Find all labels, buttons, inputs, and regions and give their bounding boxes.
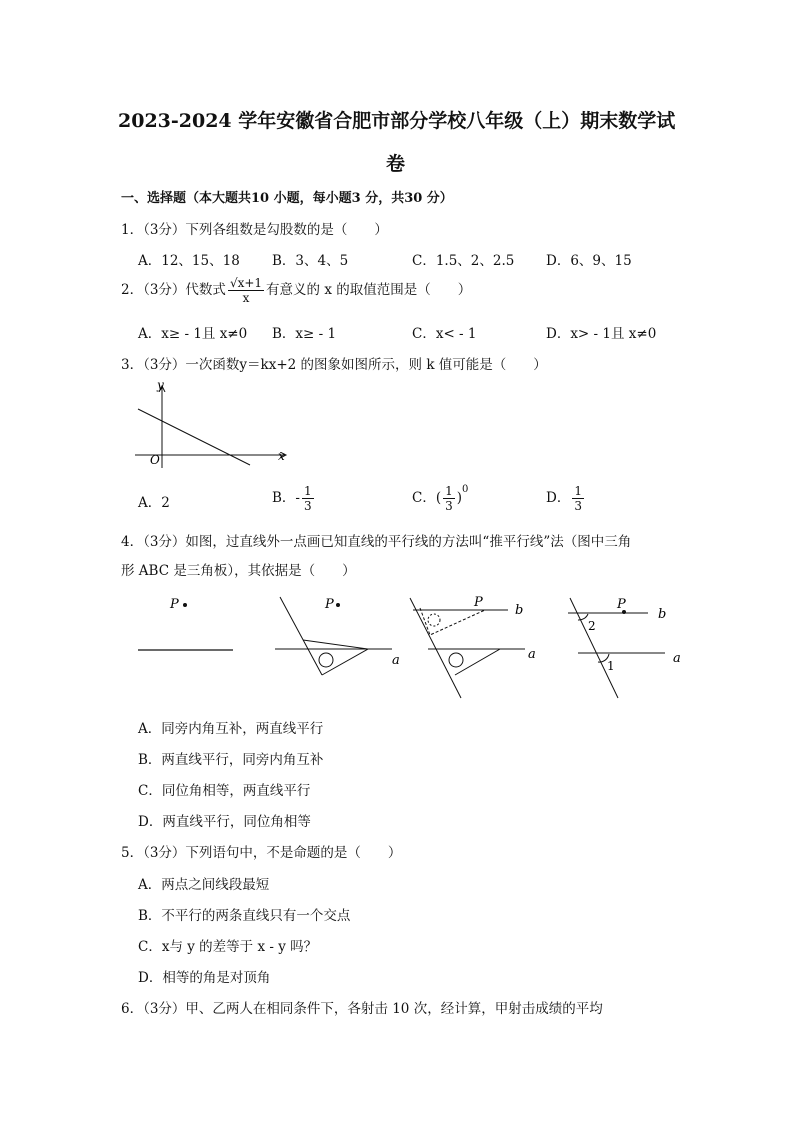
q4-fig3-ruler — [410, 598, 461, 698]
q4-fig3-triangle-top-hole — [428, 614, 440, 626]
q4-stem-line1: 4．（3分）如图，过直线外一点画已知直线的平行线的方法叫“推平行线”法（图中三角 — [121, 534, 632, 550]
q4-fig1-point-p — [183, 603, 187, 607]
q3-stem: 3．（3分）一次函数y＝kx+2 的图象如图所示，则 k 值可能是（ ） — [121, 357, 547, 373]
q4-fig2-label-p: P — [325, 597, 334, 612]
q4-fig4-label-p: P — [617, 597, 626, 612]
q6-stem: 6．（3分）甲、乙两人在相同条件下，各射击 10 次，经计算，甲射击成绩的平均 — [121, 1001, 603, 1017]
q3-origin-label: O — [150, 453, 160, 467]
q4-stem-line2: 形 ABC 是三角板），其依据是（ ） — [121, 563, 356, 579]
q4-fig3-label-p: P — [474, 595, 483, 610]
q3-option-d-fraction — [572, 484, 584, 513]
q3-option-b — [272, 484, 316, 513]
q1-option-c: C．1.5、2、2.5 — [412, 253, 515, 269]
q4-fig2-point-p — [336, 603, 340, 607]
q4-fig4-label-b: b — [658, 607, 667, 622]
q4-fig4-label-2: 2 — [588, 619, 596, 633]
q2-stem-suffix: 有意义的 x 的取值范围是（ ） — [266, 282, 472, 298]
q2-fraction — [228, 276, 264, 305]
q1-option-a: A．12、15、18 — [138, 253, 240, 269]
q5-option-c: C．x与 y 的差等于 x - y 吗？ — [138, 939, 318, 955]
q5-option-d: D．相等的角是对顶角 — [138, 970, 271, 986]
q5-option-a: A．两点之间线段最短 — [138, 877, 270, 893]
q4-option-c: C．同位角相等，两直线平行 — [138, 783, 311, 799]
q3-option-c — [412, 484, 468, 513]
q3-axis-x-label: x — [278, 449, 285, 463]
q4-fig3-label-a: a — [528, 647, 536, 662]
q3-option-a: A．2 — [138, 495, 170, 511]
q4-fig3-triangle-bottom — [435, 649, 500, 675]
q4-fig2-triangle-hole — [319, 653, 333, 667]
q2-option-b: B．x≥ - 1 — [272, 326, 337, 342]
q3-option-d-prefix: D． — [546, 490, 571, 506]
q3-option-c-exponent: 0 — [462, 484, 469, 495]
page-title-line1: 2023-2024 学年安徽省合肥市部分学校八年级（上）期末数学试 — [118, 110, 676, 132]
q3-d-num: 1 — [574, 484, 582, 498]
q3-option-c-fraction — [443, 484, 455, 513]
q3-option-d — [546, 484, 586, 513]
q3-option-c-suffix: ) — [456, 490, 463, 506]
q4-fig3-triangle-top — [420, 608, 485, 635]
q1-option-b: B．3、4、5 — [272, 253, 349, 269]
q2-stem — [121, 276, 471, 305]
q4-option-a: A．同旁内角互补，两直线平行 — [138, 721, 324, 737]
q4-fig4-label-a: a — [673, 651, 681, 666]
q2-frac-den: x — [242, 291, 250, 305]
q4-fig4-label-1: 1 — [607, 659, 615, 673]
q5-stem: 5．（3分）下列语句中，不是命题的是（ ） — [121, 845, 402, 861]
q4-fig1-label-p: P — [170, 597, 179, 612]
q3-c-den: 3 — [445, 499, 453, 513]
q3-option-b-fraction — [302, 484, 314, 513]
q4-option-d: D．两直线平行，同位角相等 — [138, 814, 311, 830]
q4-fig2-label-a: a — [392, 653, 400, 668]
q2-stem-prefix: 2．（3分）代数式 — [121, 282, 226, 298]
q4-fig2-ruler — [280, 597, 322, 675]
q4-fig3-triangle-hole — [449, 653, 463, 667]
q4-option-b: B．两直线平行，同旁内角互补 — [138, 752, 324, 768]
q3-d-den: 3 — [574, 499, 582, 513]
page-title-line2: 卷 — [386, 153, 406, 175]
q2-frac-num: √x+1 — [229, 276, 263, 290]
q3-axis-y-label: y — [157, 378, 164, 392]
q4-fig3-label-b: b — [515, 603, 524, 618]
q3-c-num: 1 — [445, 484, 453, 498]
q3-graph — [130, 378, 300, 473]
q3-b-den: 3 — [303, 499, 312, 513]
q1-stem: 1．（3分）下列各组数是勾股数的是（ ） — [121, 222, 388, 238]
q3-option-b-prefix: B．- — [272, 490, 300, 506]
section-heading: 一、选择题（本大题共10 小题，每小题3 分，共30 分） — [121, 191, 453, 206]
q2-option-a: A．x≥ - 1且 x≠0 — [138, 326, 248, 342]
q4-figures — [130, 590, 690, 702]
q5-option-b: B．不平行的两条直线只有一个交点 — [138, 908, 351, 924]
q3-option-c-prefix: C．( — [412, 490, 442, 506]
q3-b-num: 1 — [303, 484, 312, 498]
q2-option-c: C．x< - 1 — [412, 326, 477, 342]
q2-option-d: D．x> - 1且 x≠0 — [546, 326, 657, 342]
q1-option-d: D．6、9、15 — [546, 253, 632, 269]
